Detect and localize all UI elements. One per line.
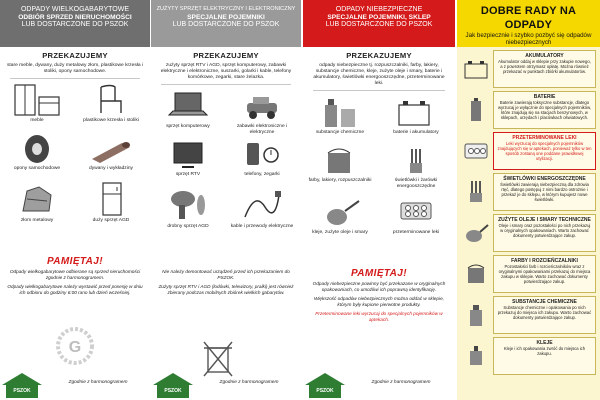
advice-fluorescent	[461, 173, 596, 211]
item-cables	[229, 187, 295, 230]
header-subtitle: SPECJALNE POJEMNIKI, SKLEP	[327, 13, 431, 21]
advice-oils	[461, 214, 596, 252]
header-subtitle: ODBIÓR SPRZED NIERUCHOMOŚCI	[18, 13, 132, 21]
divider	[161, 84, 291, 85]
item-label: meble	[30, 118, 44, 124]
note: Zużyty sprzęt RTV i AGD (lodówki, telewizory, pralki) jest również zbierany podczas mobilnych zbiórek wielkich gabarytów.	[158, 284, 294, 296]
item-paints	[307, 145, 373, 184]
toy-car-icon	[239, 89, 285, 123]
notes	[151, 267, 301, 296]
items-grid	[303, 93, 455, 263]
column-bulky-waste	[0, 0, 150, 400]
laptop-icon	[165, 89, 211, 123]
advice-text: Świetlówki zawierają niebezpieczną dla zdrowia rtęć, dlatego postępuj z nimi bardzo ostrożnie i przekaż je do sklepu, w którym kupujesz nowe świetlówki.	[500, 182, 589, 203]
car-battery-icon	[463, 58, 489, 80]
header-title: ODPADY NIEBEZPIECZNE	[335, 6, 423, 13]
svg-text:G: G	[68, 339, 82, 356]
advice-list	[461, 50, 596, 375]
advice-title: KLEJE	[536, 340, 553, 346]
item-label: baterie i akumulatory	[393, 130, 439, 136]
tire-icon	[17, 133, 57, 165]
scrap-metal-icon	[17, 181, 57, 217]
advice-text: Leki wyrzucaj do specjalnych pojemników znajdujących się w aptekach, ponieważ tylko w ten sposób zostaną one poddane prawidłowej utylizacji.	[497, 141, 592, 162]
gabaryt-logo-icon	[55, 326, 95, 366]
item-computers	[155, 89, 221, 130]
schedule-note: Zgodnie z harmonogramem	[371, 380, 431, 385]
phone-watch-icon	[239, 139, 285, 171]
pszok-badge	[2, 373, 42, 400]
item-chairs	[78, 83, 144, 124]
advice-title: PRZETERMINOWANE LEKI	[512, 135, 577, 141]
advice-glues	[461, 337, 596, 375]
item-tires	[4, 133, 70, 172]
item-label: zabawki elektroniczne i elektryczne	[236, 124, 288, 135]
item-medicines	[381, 193, 451, 236]
fridge-icon	[91, 181, 131, 217]
header-title: ODPADY WIELKOGABARYTOWE	[20, 6, 129, 13]
house-roof-icon	[153, 373, 193, 385]
paint-can-icon	[464, 262, 488, 286]
item-furniture	[4, 83, 70, 124]
header-subtitle: SPECJALNE POJEMNIKI	[187, 13, 265, 21]
header-advice	[457, 0, 600, 47]
car-battery-icon	[393, 95, 439, 129]
note: Odpady wielkogabarytowe należy wystawić przed posesję w dniu ich odbioru do godziny 6:00 rano lub dzień wcześniej.	[7, 284, 143, 296]
schedule-note: Zgodnie z harmonogramem	[219, 380, 279, 385]
notes	[0, 267, 150, 296]
header-subtitle: Jak bezpiecznie i szybko pozbyć się odpadów niebezpiecznych	[465, 32, 592, 47]
header-title: DOBRE RADY NA ODPADY	[480, 5, 577, 31]
item-label: kable i przewody elektryczne	[230, 224, 294, 230]
accepted-intro: stare meble, dywany, duży metalowy złom, plastikowe krzesła i stoliki, opony samochodowe.	[6, 63, 144, 75]
header-subtitle-2: LUB DOSTARCZONE DO PSZOK	[325, 21, 433, 29]
house-roof-icon	[2, 373, 42, 385]
item-label: sprzęt RTV	[175, 172, 201, 178]
item-label: dywany i wykładziny	[88, 166, 134, 172]
pills-icon	[393, 193, 439, 229]
pszok-label: PSZOK	[309, 385, 341, 398]
pills-icon	[463, 140, 489, 162]
item-rtv	[155, 139, 221, 178]
cfl-bulb-icon	[465, 179, 487, 205]
glue-tube-icon	[464, 343, 488, 369]
item-chemicals	[307, 95, 373, 136]
note: Nie należy demontować urządzeń przed ich przekazaniem do PSZOK.	[162, 269, 290, 281]
pszok-label: PSZOK	[157, 385, 189, 398]
advice-text: Kleje i ich opakowania zwróć do miejsca ich zakupu.	[503, 346, 586, 357]
item-batteries	[381, 95, 451, 136]
advice-batteries	[461, 91, 596, 129]
item-label: drobny sprzęt AGD	[167, 224, 209, 230]
accepted-intro: zużyty sprzęt RTV i AGD, sprzęt komputerowy, zabawki elektryczne i elektroniczne, suszarki, golarki i kable, telefony komórkowe, zegarki, stare żelazka.	[160, 63, 292, 81]
item-fluorescent	[381, 145, 451, 189]
divider	[313, 90, 445, 91]
item-label: substancje chemiczne	[315, 130, 365, 136]
advice-title: AKUMULATORY	[525, 53, 564, 59]
header-title: ZUŻYTY SPRZĘT ELEKTRYCZNY I ELEKTRONICZNY	[156, 6, 296, 12]
item-label: sprzęt komputerowy	[166, 124, 210, 130]
accepted-intro: odpady niebezpieczne tj. rozpuszczalniki, farby, lakiery, substancje chemiczne, kleje, zużyte oleje i smary, baterie i akumulatory, świetlówki energooszczędne, przeterminowane leki.	[313, 63, 445, 87]
divider	[10, 78, 140, 79]
house-roof-icon	[305, 373, 345, 385]
header-hazardous	[303, 0, 455, 47]
item-label: kleje, zużyte oleje i smary	[312, 230, 368, 236]
advice-text: Substancje chemiczne i opakowania po nich przekazuj do miejsca ich zakupu. Warto zachować dokumenty potwierdzające zakup.	[497, 305, 592, 321]
column-electronics	[151, 0, 301, 400]
schedule-note: Zgodnie z harmonogramem	[68, 380, 128, 385]
accepted-heading: PRZEKAZUJEMY	[193, 51, 259, 60]
weee-bin-icon	[200, 338, 236, 378]
advice-accumulators	[461, 50, 596, 88]
accepted-heading: PRZEKAZUJEMY	[42, 51, 108, 60]
oil-can-icon	[317, 193, 363, 229]
item-phones	[229, 139, 295, 178]
advice-medicines	[461, 132, 596, 170]
pszok-badge	[305, 373, 345, 400]
column-advice	[457, 0, 600, 400]
advice-text: Akumulator oddaj w sklepie przy zakupie nowego, a z powrotem otrzymasz opłatę. Można również przekazać w punktach zbiórki akumulatorów.	[498, 59, 591, 75]
column-hazardous	[303, 0, 455, 400]
note: Odpady niebezpieczne powinny być przekazane w oryginalnych opakowaniach, co umożliwi ich poprawną identyfikację.	[312, 281, 446, 293]
advice-paints	[461, 255, 596, 293]
advice-text: Oleje i smary oraz pozostałości po nich przekazuj w oryginalnych opakowaniach. Warto zachować dokumenty potwierdzające zakup.	[498, 223, 591, 239]
advice-chemicals	[461, 296, 596, 334]
note: Odpady wielkogabarytowe odbierane są sprzed nieruchomości zgodnie z harmonogramem.	[9, 269, 141, 281]
items-grid	[0, 81, 150, 251]
medicine-note: Przeterminowane leki wyrzucaj do specjalnych pojemników w aptekach.	[315, 311, 443, 323]
remember-heading: PAMIĘTAJ!	[46, 256, 103, 268]
tv-icon	[168, 139, 208, 171]
items-grid	[151, 87, 301, 257]
carpet-roll-icon	[88, 133, 134, 165]
advice-text: Pozostałości farb i rozcieńczalników wraz z oryginalnymi opakowaniami przekazuj do miejsca zakupu w sklepie. Warto zachować dokumenty potwierdzające zakup.	[498, 264, 591, 285]
item-label: duży sprzęt AGD	[92, 218, 130, 224]
header-bulky-waste	[0, 0, 150, 47]
advice-title: ZUŻYTE OLEJE I SMARY TECHNICZNE	[498, 217, 591, 223]
chemical-bottle-icon	[317, 95, 363, 129]
chair-icon	[91, 83, 131, 117]
item-scrap-metal	[4, 181, 70, 224]
cable-icon	[239, 187, 285, 223]
item-glues-oils	[307, 193, 373, 236]
item-label: telefony, zegarki	[244, 172, 280, 178]
item-label: przeterminowane leki	[392, 230, 440, 236]
pszok-badge	[153, 373, 193, 400]
advice-title: FARBY I ROZCIEŃCZALNIKI	[511, 258, 578, 264]
wardrobe-icon	[11, 83, 63, 117]
pszok-label: PSZOK	[6, 385, 38, 398]
item-label: złom metalowy	[20, 218, 54, 224]
header-subtitle-2: LUB DOSTARCZONE DO PSZOK	[172, 21, 280, 29]
oil-can-icon	[463, 221, 489, 245]
item-toys	[229, 89, 295, 135]
item-label: plastikowe krzesła i stoliki	[83, 118, 139, 124]
advice-text: Baterie zawierają toksyczne substancje, dlatego wyrzucaj je wyłącznie do specjalnych pojemników, które znajdują się na stacjach benzynowych, w sklepach, urzędach i placówkach oświatowych.	[497, 100, 592, 121]
advice-title: SUBSTANCJE CHEMICZNE	[512, 299, 577, 305]
item-label: opony samochodowe	[13, 166, 61, 172]
item-large-appliances	[78, 181, 144, 224]
header-subtitle-2: LUB DOSTARCZONE DO PSZOK	[21, 21, 129, 29]
advice-title: ŚWIETLÓWKI ENERGOSZCZĘDNE	[503, 176, 586, 182]
item-small-appliances	[155, 187, 221, 230]
chemical-bottle-icon	[464, 302, 488, 328]
item-label: świetlówki i żarówki energooszczędne	[394, 178, 438, 190]
hairdryer-icon	[165, 187, 211, 223]
header-electronics	[151, 0, 301, 47]
paint-can-icon	[320, 145, 360, 177]
advice-title: BATERIE	[533, 94, 556, 100]
cfl-bulb-icon	[396, 145, 436, 177]
remember-heading: PAMIĘTAJ!	[350, 268, 407, 280]
accepted-heading: PRZEKAZUJEMY	[346, 51, 412, 60]
note: Większość odpadów niebezpiecznych można oddać w sklepie, którym były kupione pierwotne produkty.	[314, 296, 444, 308]
battery-icon	[465, 97, 487, 123]
item-label: farby, lakiery, rozpuszczalniki	[308, 178, 372, 184]
notes	[303, 279, 455, 323]
item-carpets	[78, 133, 144, 172]
